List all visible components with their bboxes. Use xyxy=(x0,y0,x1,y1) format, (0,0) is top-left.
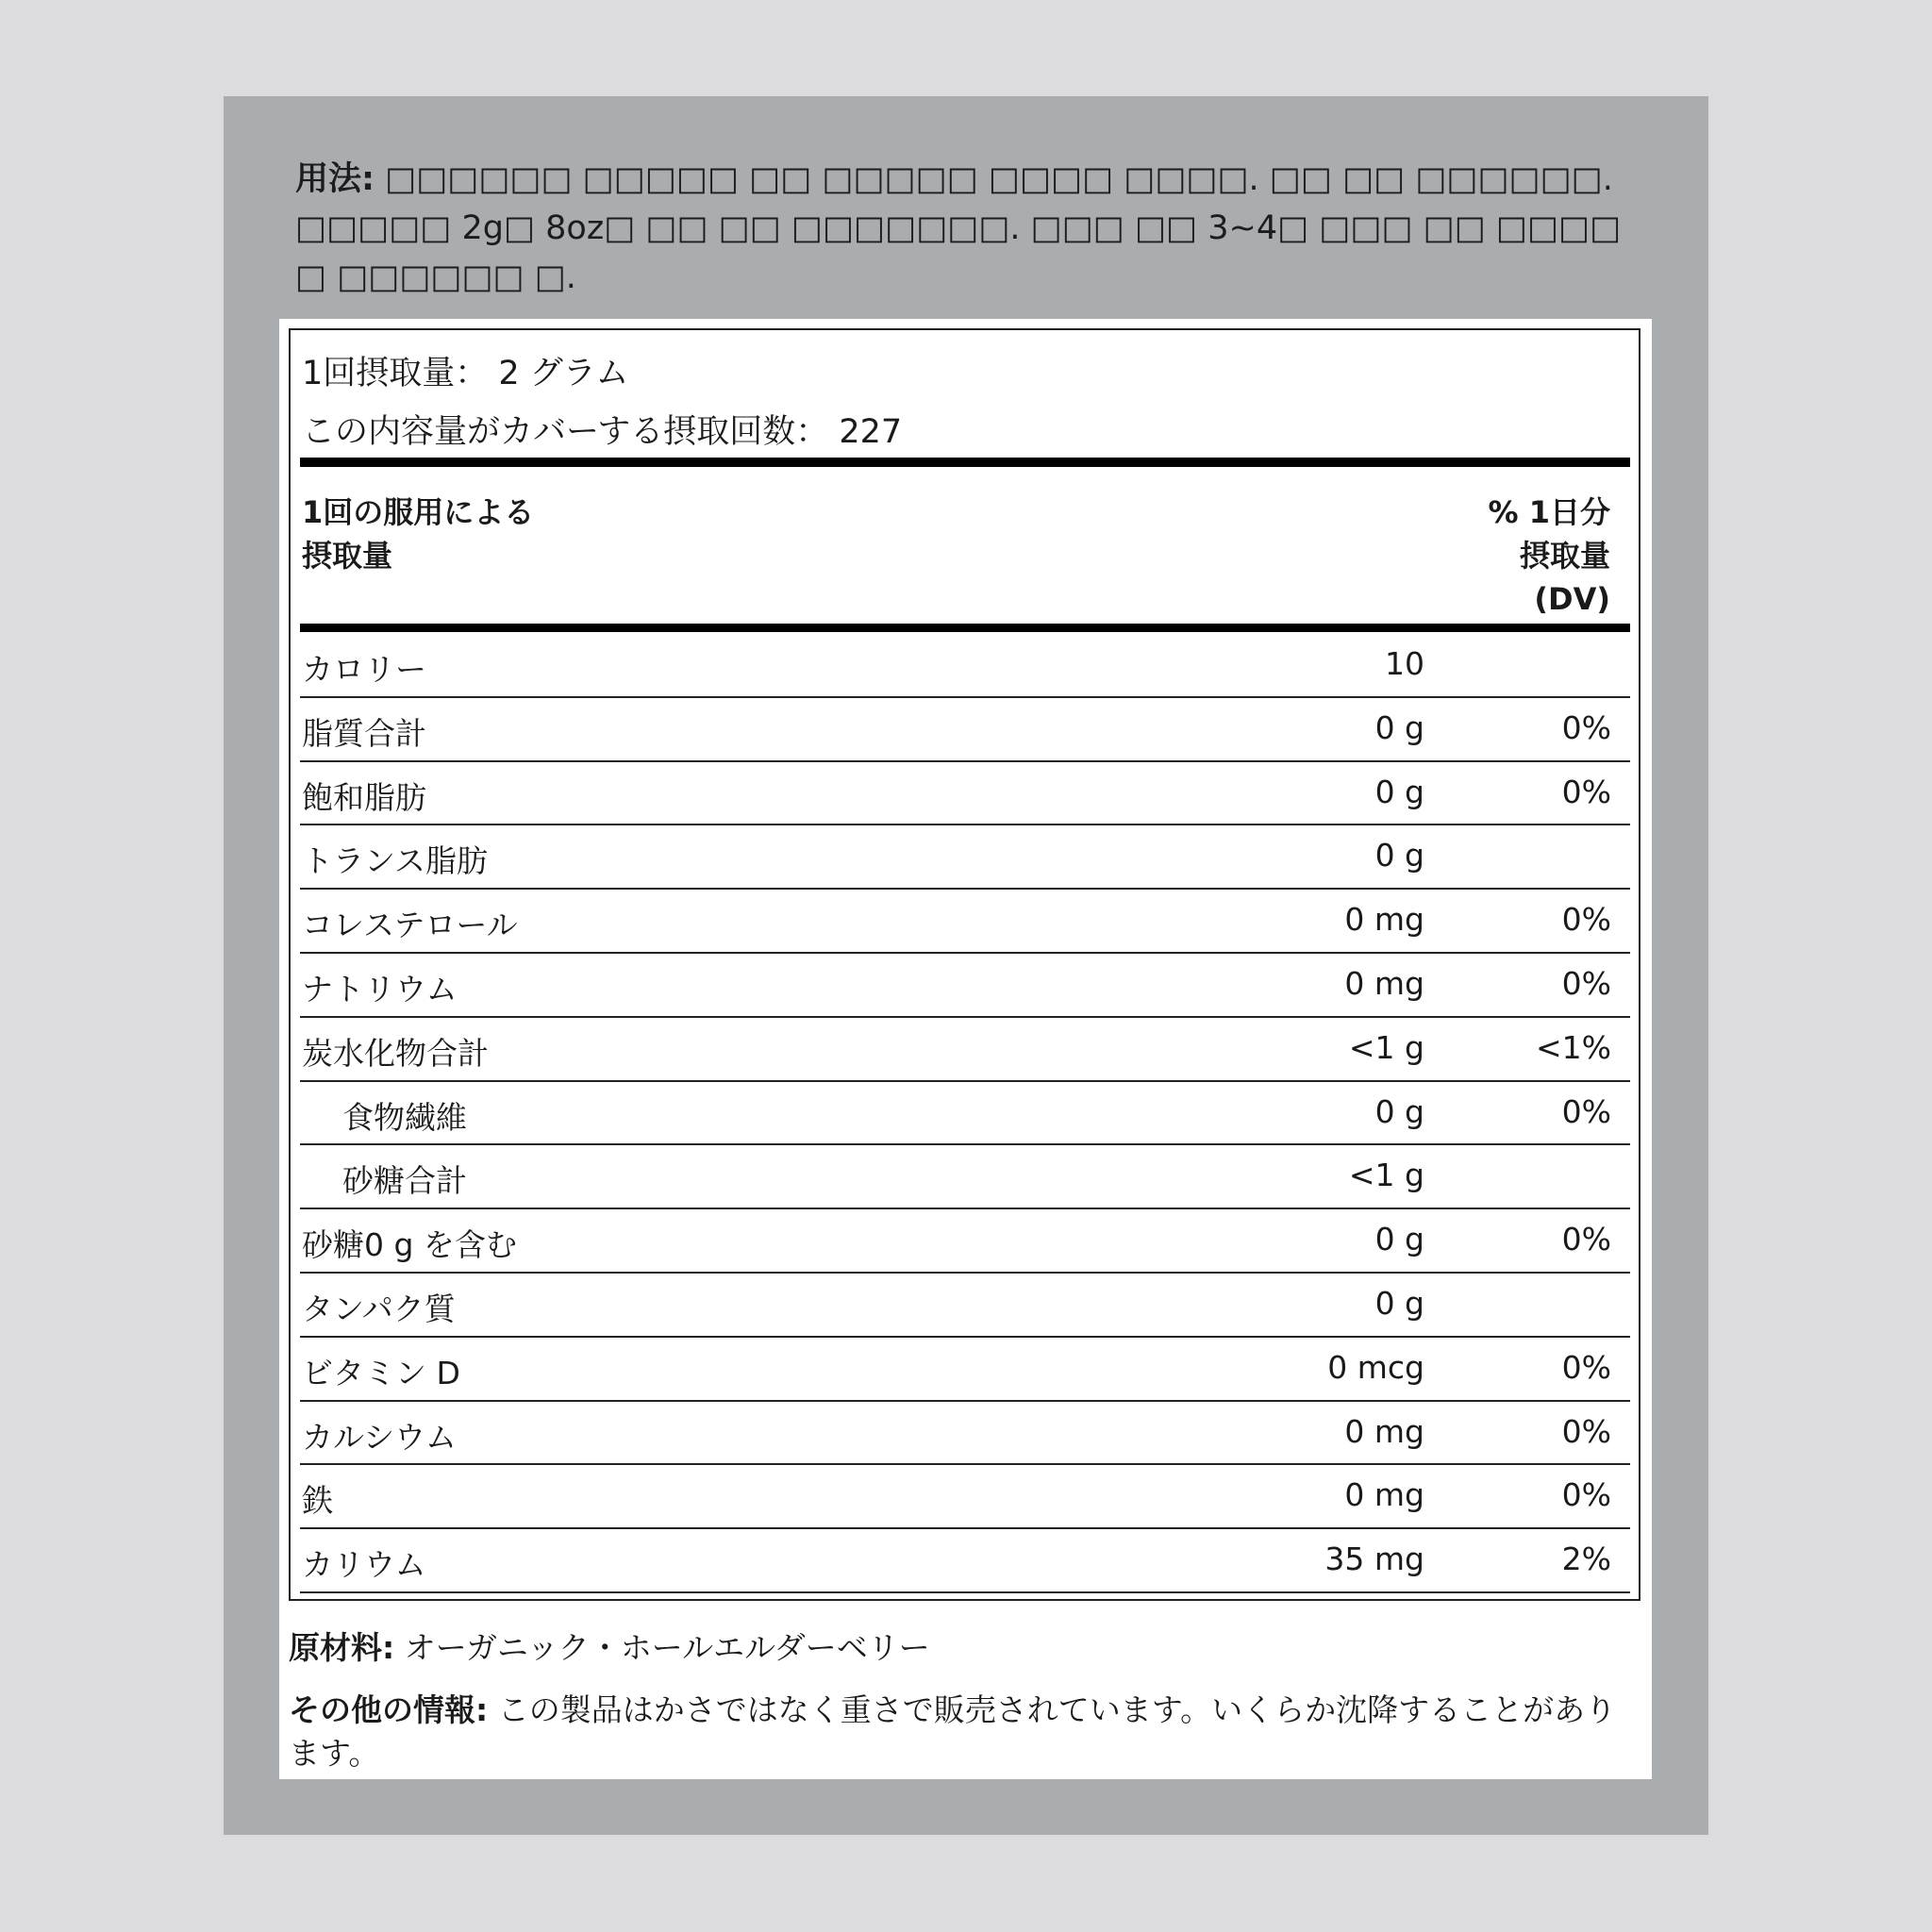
nutrient-amount: 0 mg xyxy=(1344,964,1424,1002)
nutrient-name: 砂糖合計 xyxy=(342,1162,467,1200)
ingredients-line xyxy=(289,1626,1638,1670)
nutrient-row xyxy=(300,1274,1630,1338)
nutrient-amount: 35 mg xyxy=(1324,1541,1424,1578)
amount-header-line2: 摂取量 xyxy=(302,538,393,574)
nutrient-daily-value: 0% xyxy=(1561,1092,1611,1130)
directions-body: □□□□□□ □□□□□ □□ □□□□□ □□□□ □□□□. □□ □□ □□□□□□. □□□□□ 2g□ 8oz□ □□ □□ □□□□□□□. □□□ □□ 3~4□ □□□ □□ □□□□□ □□□□□□ □. xyxy=(295,160,1622,296)
nutrient-name: カリウム xyxy=(302,1546,426,1584)
nutrient-amount: 0 mcg xyxy=(1327,1348,1424,1386)
nutrition-card xyxy=(279,319,1652,1779)
nutrient-name: コレステロール xyxy=(302,907,518,944)
nutrient-daily-value: 0% xyxy=(1561,708,1611,746)
nutrient-name: カロリー xyxy=(302,651,426,688)
nutrient-name: タンパク質 xyxy=(302,1290,456,1327)
nutrient-name: トランス脂肪 xyxy=(302,842,489,880)
nutrient-amount: 0 g xyxy=(1374,837,1424,874)
nutrient-row xyxy=(300,634,1630,698)
thick-divider-header xyxy=(300,624,1630,632)
nutrient-name: 飽和脂肪 xyxy=(302,778,426,816)
serving-size: 1回摂取量： 2 グラム xyxy=(302,355,629,392)
nutrient-daily-value: 0% xyxy=(1561,1476,1611,1514)
dv-header-line1: % 1日分 xyxy=(1488,494,1610,530)
dv-header-line2: 摂取量 xyxy=(1519,538,1610,574)
nutrient-amount: 0 mg xyxy=(1344,901,1424,939)
nutrient-row xyxy=(300,1209,1630,1274)
nutrient-amount: <1 g xyxy=(1348,1028,1424,1066)
nutrient-row xyxy=(300,1338,1630,1402)
thick-divider-top xyxy=(300,458,1630,467)
nutrient-row xyxy=(300,1145,1630,1209)
label-panel xyxy=(224,96,1708,1835)
other-info-line xyxy=(289,1689,1638,1775)
nutrient-name: 食物繊維 xyxy=(342,1098,467,1136)
nutrient-name: 炭水化物合計 xyxy=(302,1034,489,1072)
directions-text xyxy=(295,155,1625,302)
amount-header-line1: 1回の服用による xyxy=(302,494,535,530)
nutrient-row xyxy=(300,890,1630,954)
amount-per-serving-header xyxy=(302,491,534,577)
nutrient-row xyxy=(300,1402,1630,1466)
nutrient-rows xyxy=(300,634,1630,1593)
nutrient-name: ナトリウム xyxy=(302,970,458,1008)
nutrient-daily-value: 0% xyxy=(1561,1412,1611,1450)
nutrient-amount: <1 g xyxy=(1348,1157,1424,1194)
nutrient-row xyxy=(300,1018,1630,1082)
nutrient-amount: 0 g xyxy=(1374,1221,1424,1258)
nutrient-amount: 0 g xyxy=(1374,773,1424,810)
nutrient-row xyxy=(300,1529,1630,1593)
nutrient-name: 砂糖0 g を含む xyxy=(302,1226,517,1264)
nutrient-daily-value: 0% xyxy=(1561,901,1611,939)
nutrient-daily-value: 2% xyxy=(1561,1541,1611,1578)
nutrient-name: ビタミン D xyxy=(302,1354,460,1391)
servings-per-container: この内容量がカバーする摂取回数： 227 xyxy=(302,413,903,451)
other-info-text: この製品はかさではなく重さで販売されています。いくらか沈降することがあります。 xyxy=(289,1691,1617,1772)
nutrient-amount: 0 g xyxy=(1374,1092,1424,1130)
nutrient-amount: 0 mg xyxy=(1344,1476,1424,1514)
nutrient-daily-value: 0% xyxy=(1561,773,1611,810)
nutrient-row xyxy=(300,762,1630,826)
ingredients-text: オーガニック・ホールエルダーベリー xyxy=(404,1629,930,1666)
daily-value-header xyxy=(1489,491,1610,621)
nutrient-daily-value: 0% xyxy=(1561,1221,1611,1258)
nutrient-row xyxy=(300,825,1630,890)
nutrient-name: 脂質合計 xyxy=(302,714,426,752)
nutrient-row xyxy=(300,1465,1630,1529)
directions-label: 用法: xyxy=(295,160,375,198)
nutrient-name: カルシウム xyxy=(302,1418,457,1456)
nutrient-amount: 0 g xyxy=(1374,708,1424,746)
nutrient-daily-value: <1% xyxy=(1535,1028,1611,1066)
nutrition-facts-table xyxy=(289,328,1641,1601)
nutrient-name: 鉄 xyxy=(302,1482,333,1520)
nutrient-row xyxy=(300,698,1630,762)
nutrient-row xyxy=(300,1082,1630,1146)
other-info-label: その他の情報: xyxy=(289,1691,489,1728)
nutrient-row xyxy=(300,954,1630,1018)
nutrient-daily-value: 0% xyxy=(1561,1348,1611,1386)
dv-header-line3: (DV) xyxy=(1534,581,1610,617)
nutrient-daily-value: 0% xyxy=(1561,964,1611,1002)
nutrient-amount: 10 xyxy=(1385,645,1424,682)
nutrient-amount: 0 g xyxy=(1374,1284,1424,1322)
nutrient-amount: 0 mg xyxy=(1344,1412,1424,1450)
ingredients-label: 原材料: xyxy=(289,1629,395,1666)
